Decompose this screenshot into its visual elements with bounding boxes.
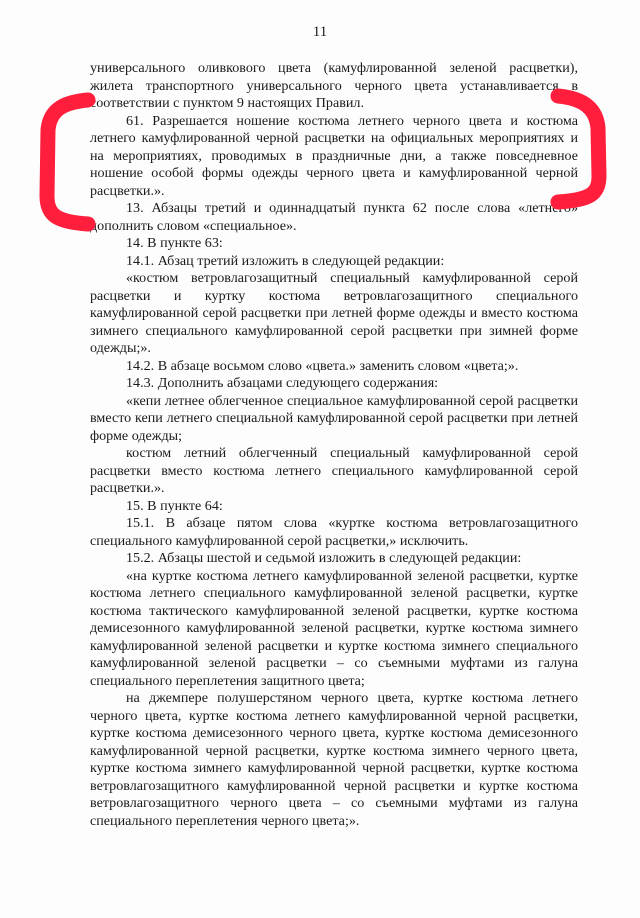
paragraph: 61. Разрешается ношение костюма летнего черного цвета и костюма летнего камуфлированной черной расцветки на официальных мероприятиях и на мероприятиях, проводимых в праздничные дни, а также повседневное ношение особой формы одежды черного цвета и камуфлированной черной расцветки.». (90, 112, 578, 199)
paragraph: на джемпере полушерстяном черного цвета, куртке костюма летнего черного цвета, куртке костюма летнего камуфлированной черной расцветки, куртке костюма демисезонного черного цвета, куртке костюма демисезонного камуфлированной черной расцветки, куртке костюма зимнего черного цвета, куртке костюма зимнего камуфлированной черной расцветки, куртке костюма ветровлагозащитного камуфлированной черной расцветки и куртке костюма ветровлагозащитного черного цвета – со съемными муфтами из галуна специального переплетения черного цвета;». (90, 690, 578, 829)
page-number: 11 (312, 24, 328, 40)
paragraph: 13. Абзацы третий и одиннадцатый пункта 62 после слова «летнего» дополнить словом «специальное». (90, 200, 578, 234)
paragraph: костюм летний облегченный специальный камуфлированной серой расцветки вместо костюма летнего специального камуфлированной серой расцветки.». (90, 445, 578, 496)
paragraph: 15.1. В абзаце пятом слова «куртке костюма ветровлагозащитного специального камуфлированной серой расцветки,» исключить. (90, 515, 578, 549)
paragraph: «кепи летнее облегченное специальное камуфлированной серой расцветки вместо кепи летнего специальной камуфлированной серой расцветки при летней форме одежды; (90, 392, 578, 444)
paragraph: «костюм ветровлагозащитный специальный камуфлированной серой расцветки и куртку костюма ветровлагозащитного специального камуфлированной серой расцветки при летней форме одежды и вместо костюма зимнего специального камуфлированной серой расцветки при зимней форме одежды;». (90, 270, 578, 356)
paragraph: 14. В пункте 63: (126, 235, 223, 251)
paragraph: 14.2. В абзаце восьмом слово «цвета.» заменить словом «цвета;». (126, 357, 519, 374)
paragraph: 15. В пункте 64: (126, 497, 223, 514)
document-body (90, 60, 578, 830)
paragraph: 14.3. Дополнить абзацами следующего содержания: (126, 375, 439, 391)
paragraph: 15.2. Абзацы шестой и седьмой изложить в следующей редакции: (126, 550, 522, 566)
paragraph: «на куртке костюма летнего камуфлированной зеленой расцветки, куртке костюма летнего специального камуфлированной зеленой расцветки, куртке костюма тактического камуфлированной зеленой расцветки, куртке костюма демисезонного камуфлированной зеленой расцветки, куртке костюма зимнего камуфлированной зеленой расцветки и куртке костюма зимнего специального камуфлированной зеленой расцветки – со съемными муфтами из галуна специального переплетения защитного цвета; (90, 567, 578, 689)
paragraph: 14.1. Абзац третий изложить в следующей редакции: (126, 252, 445, 269)
paragraph: универсального оливкового цвета (камуфлированной зеленой расцветки), жилета транспортного универсального черного цвета устанавливается в соответствии с пунктом 9 настоящих Правил. (90, 60, 578, 111)
